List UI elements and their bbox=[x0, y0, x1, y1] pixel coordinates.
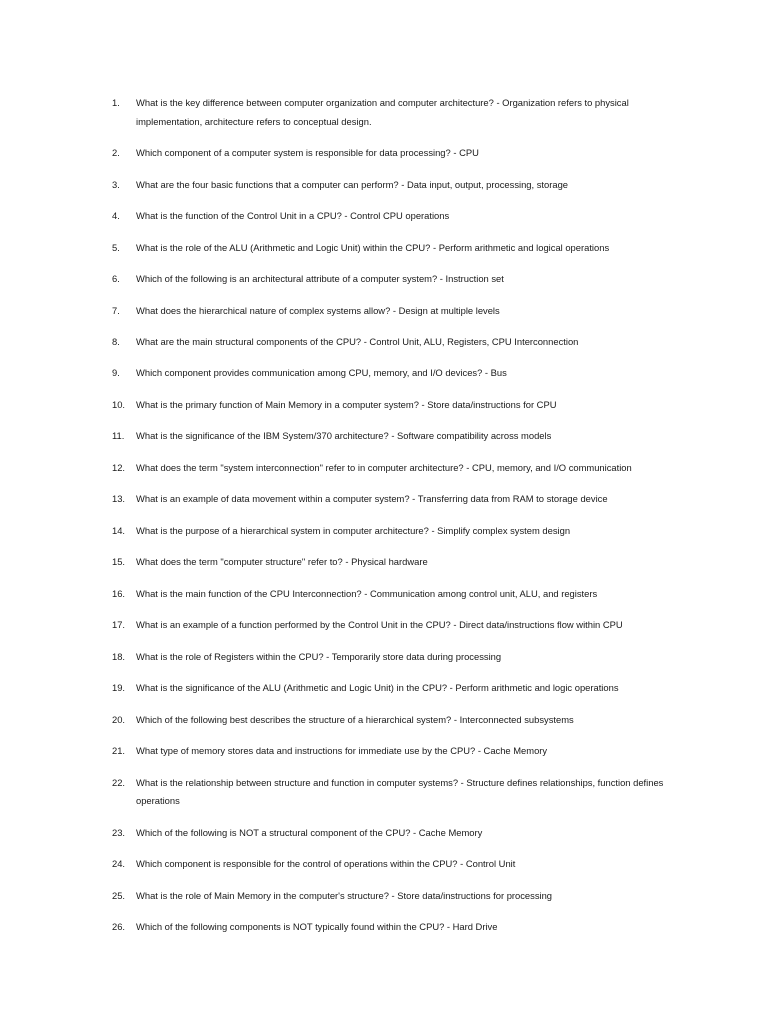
item-text: What is an example of a function performed by the Control Unit in the CPU? - Direct data/instructions flow within CPU bbox=[136, 619, 623, 631]
item-number: 11. bbox=[112, 430, 125, 442]
list-item bbox=[0, 364, 768, 383]
list-item bbox=[0, 94, 768, 131]
item-text: Which component is responsible for the control of operations within the CPU? - Control Unit bbox=[136, 858, 516, 870]
item-number: 21. bbox=[112, 745, 126, 757]
list-item bbox=[0, 144, 768, 163]
item-text: What is the role of Registers within the CPU? - Temporarily store data during processing bbox=[136, 650, 502, 662]
item-text: What is the significance of the ALU (Arithmetic and Logic Unit) in the CPU? - Perform arithmetic and logic operations bbox=[136, 682, 619, 694]
list-item bbox=[0, 239, 768, 258]
list-item bbox=[0, 207, 768, 226]
item-number: 23. bbox=[112, 826, 126, 838]
item-number: 26. bbox=[112, 921, 126, 933]
item-number: 9. bbox=[112, 367, 120, 379]
list-item bbox=[0, 648, 768, 667]
question-answer-list bbox=[0, 94, 768, 950]
item-number: 16. bbox=[112, 587, 126, 599]
item-text: What is the role of the ALU (Arithmetic and Logic Unit) within the CPU? - Perform arithmetic and logical operations bbox=[136, 241, 610, 253]
list-item bbox=[0, 302, 768, 321]
item-text: What is an example of data movement within a computer system? - Transferring data from RAM to storage device bbox=[136, 493, 608, 505]
item-number: 13. bbox=[112, 493, 126, 505]
list-item bbox=[0, 553, 768, 572]
list-item bbox=[0, 824, 768, 843]
item-text: What are the main structural components of the CPU? - Control Unit, ALU, Registers, CPU Interconnection bbox=[136, 335, 579, 347]
list-item bbox=[0, 616, 768, 635]
item-text: What type of memory stores data and instructions for immediate use by the CPU? - Cache Memory bbox=[136, 745, 548, 757]
list-item bbox=[0, 459, 768, 478]
list-item bbox=[0, 522, 768, 541]
item-number: 24. bbox=[112, 858, 126, 870]
item-text: Which of the following components is NOT typically found within the CPU? - Hard Drive bbox=[136, 921, 498, 933]
item-text: What is the significance of the IBM System/370 architecture? - Software compatibility across models bbox=[136, 430, 552, 442]
item-text: Which of the following is an architectural attribute of a computer system? - Instruction set bbox=[136, 273, 504, 285]
item-number: 1. bbox=[112, 97, 120, 108]
list-item bbox=[0, 918, 768, 937]
item-text: What is the relationship between structure and function in computer systems? - Structure defines relationships, function defines operations bbox=[136, 776, 664, 807]
list-item bbox=[0, 887, 768, 906]
item-text: What is the primary function of Main Memory in a computer system? - Store data/instructions for CPU bbox=[136, 398, 557, 410]
list-item bbox=[0, 396, 768, 415]
list-item bbox=[0, 585, 768, 604]
item-text: Which of the following best describes the structure of a hierarchical system? - Interconnected subsystems bbox=[136, 713, 574, 725]
item-number: 25. bbox=[112, 889, 126, 901]
item-text: Which of the following is NOT a structural component of the CPU? - Cache Memory bbox=[136, 826, 483, 838]
item-number: 19. bbox=[112, 682, 126, 694]
item-number: 7. bbox=[112, 304, 120, 316]
item-number: 22. bbox=[112, 776, 126, 788]
item-number: 12. bbox=[112, 461, 126, 473]
list-item bbox=[0, 270, 768, 289]
item-number: 5. bbox=[112, 241, 120, 253]
item-text: What is the key difference between computer organization and computer architecture? - Organization refers to physical implementation, architecture refers to conceptual design. bbox=[136, 97, 629, 127]
list-item bbox=[0, 774, 768, 811]
item-number: 17. bbox=[112, 619, 126, 631]
list-item bbox=[0, 855, 768, 874]
list-item bbox=[0, 333, 768, 352]
item-number: 15. bbox=[112, 556, 126, 568]
item-number: 14. bbox=[112, 524, 126, 536]
item-text: What is the main function of the CPU Interconnection? - Communication among control unit, ALU, and registers bbox=[136, 587, 598, 599]
item-text: What is the function of the Control Unit in a CPU? - Control CPU operations bbox=[136, 210, 450, 222]
list-item bbox=[0, 490, 768, 509]
item-number: 20. bbox=[112, 713, 126, 725]
item-number: 10. bbox=[112, 398, 126, 410]
item-text: Which component of a computer system is responsible for data processing? - CPU bbox=[136, 147, 479, 159]
item-text: What is the role of Main Memory in the computer's structure? - Store data/instructions for processing bbox=[136, 889, 553, 901]
item-number: 4. bbox=[112, 210, 120, 222]
item-number: 18. bbox=[112, 650, 126, 662]
list-item bbox=[0, 711, 768, 730]
list-item bbox=[0, 176, 768, 195]
item-text: What does the hierarchical nature of complex systems allow? - Design at multiple levels bbox=[136, 304, 500, 316]
list-item bbox=[0, 679, 768, 698]
list-item bbox=[0, 427, 768, 446]
item-number: 8. bbox=[112, 335, 120, 347]
item-text: What does the term "computer structure" refer to? - Physical hardware bbox=[136, 556, 428, 568]
list-item bbox=[0, 742, 768, 761]
item-text: Which component provides communication among CPU, memory, and I/O devices? - Bus bbox=[136, 367, 507, 379]
item-text: What does the term "system interconnection" refer to in computer architecture? - CPU, memory, and I/O communication bbox=[136, 461, 632, 473]
item-number: 3. bbox=[112, 178, 120, 190]
item-text: What is the purpose of a hierarchical system in computer architecture? - Simplify complex system design bbox=[136, 524, 571, 536]
item-number: 6. bbox=[112, 273, 120, 285]
item-number: 2. bbox=[112, 147, 120, 159]
item-text: What are the four basic functions that a computer can perform? - Data input, output, processing, storage bbox=[136, 178, 569, 190]
